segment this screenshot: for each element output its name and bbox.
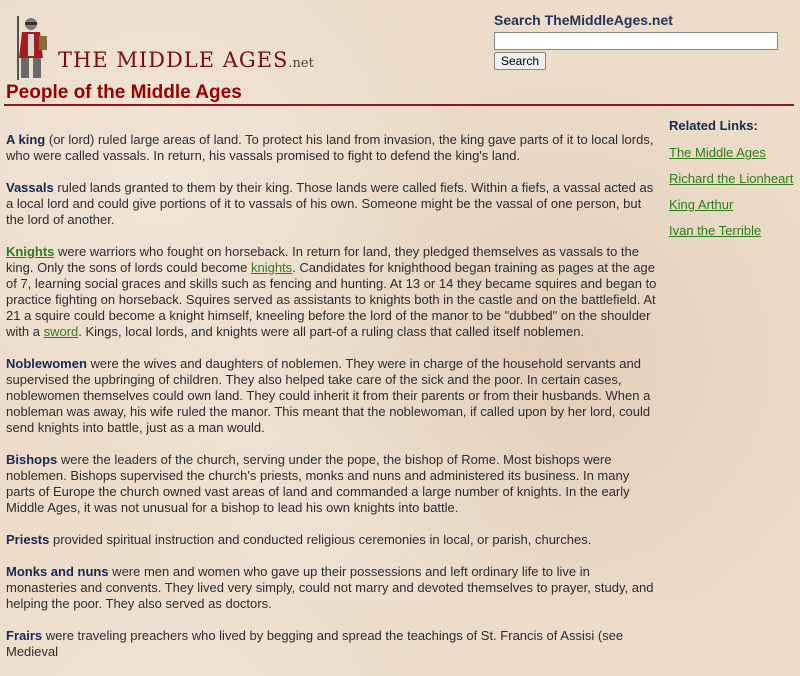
text-monks-nuns: were men and women who gave up their possessions and left ordinary life to live in monasteries and convents. They lived very simply, could not marry and devoted themselves to prayer, study, and helping the poor. They also served as doctors. [6, 564, 654, 611]
logo-wordmark [58, 48, 314, 72]
term-vassals: Vassals [6, 180, 54, 195]
term-noblewomen: Noblewomen [6, 356, 87, 371]
paragraph-frairs [6, 628, 658, 660]
page-title: People of the Middle Ages [6, 82, 242, 103]
related-link-middle-ages[interactable]: The Middle Ages [669, 145, 766, 160]
link-knights[interactable]: knights [250, 260, 293, 275]
term-bishops: Bishops [6, 452, 58, 467]
related-links [669, 118, 799, 249]
text-noblewomen: were the wives and daughters of noblemen. They were in charge of the household servants and supervised the upbringing of children. They also helped take care of the sick and the poor. In certain cases, noblewomen themselves could own land. They could inherit it from their parents or from their husbands. When a nobleman was away, his wife ruled the manor. This meant that the noblewoman, if called upon by her lord, could send knights into battle, just as a man would. [6, 356, 651, 435]
term-monks-nuns: Monks and nuns [6, 564, 109, 579]
link-sword[interactable]: sword [43, 324, 79, 339]
search-input[interactable] [494, 32, 778, 50]
term-king: A king [6, 132, 46, 147]
text-king: (or lord) ruled large areas of land. To protect his land from invasion, the king gave parts of it to local lords, who were called vassals. In return, his vassals promised to fight to defend the king's land. [6, 132, 654, 163]
paragraph-monks-nuns [6, 564, 658, 612]
text-knights-2: . Candidates for knighthood began training as pages at the age of 7, learning social graces and skills such as fencing and hunting. At 13 or 14 they became squires and began to practice fighting on horseback. Squires served as assistants to knights both in the castle and on the battlefield. At 21 a squire could become a knight himself, kneeling before the lord of the manor to be "dubbed" on the shoulder with a [6, 260, 657, 339]
text-knights-3: . Kings, local lords, and knights were all part-of a ruling class that called itself noblemen. [78, 324, 585, 339]
search-box [494, 12, 784, 70]
related-link-king-arthur[interactable]: King Arthur [669, 197, 734, 212]
term-priests: Priests [6, 532, 50, 547]
text-bishops: were the leaders of the church, serving under the pope, the bishop of Rome. Most bishops were noblemen. Bishops supervised the church's priests, monks and nuns and administered its business. In many parts of Europe the church owned vast areas of land and commanded a large number of knights. In the early Middle Ages, it was not unusual for a bishop to lead his own knights into battle. [6, 452, 630, 515]
text-knights-1: were warriors who fought on horseback. In return for land, they pledged themselves as vassals to the king. Only the sons of lords could become [6, 244, 639, 275]
knight-icon [10, 14, 50, 82]
link-knights-heading[interactable] [6, 244, 54, 259]
related-links-title: Related Links: [669, 118, 758, 133]
logo-title: THE MIDDLE AGES [58, 48, 289, 72]
paragraph-bishops [6, 452, 658, 516]
text-vassals: ruled lands granted to them by their king. Those lands were called fiefs. Within a fiefs, a vassal acted as a local lord and could give portions of it to vassals of his own. Someone might be the vassal of one person, but the lord of another. [6, 180, 654, 227]
text-frairs: were traveling preachers who lived by begging and spread the teachings of St. Francis of Assisi (see Medieval [6, 628, 624, 659]
site-logo[interactable] [8, 14, 314, 82]
related-link-richard-lionheart[interactable]: Richard the Lionheart [669, 171, 794, 186]
paragraph-priests [6, 532, 658, 548]
term-frairs: Frairs [6, 628, 43, 643]
logo-suffix: .net [288, 56, 314, 71]
main-content [6, 132, 658, 676]
term-knights: Knights [6, 244, 55, 259]
related-link-ivan-terrible[interactable]: Ivan the Terrible [669, 223, 762, 238]
search-label: Search TheMiddleAges.net [494, 12, 673, 28]
search-button[interactable]: Search [494, 52, 546, 70]
title-divider [4, 104, 794, 106]
paragraph-king [6, 132, 658, 164]
paragraph-noblewomen [6, 356, 658, 436]
paragraph-knights [6, 244, 658, 340]
text-priests: provided spiritual instruction and conducted religious ceremonies in local, or parish, churches. [49, 532, 592, 547]
paragraph-vassals [6, 180, 658, 228]
